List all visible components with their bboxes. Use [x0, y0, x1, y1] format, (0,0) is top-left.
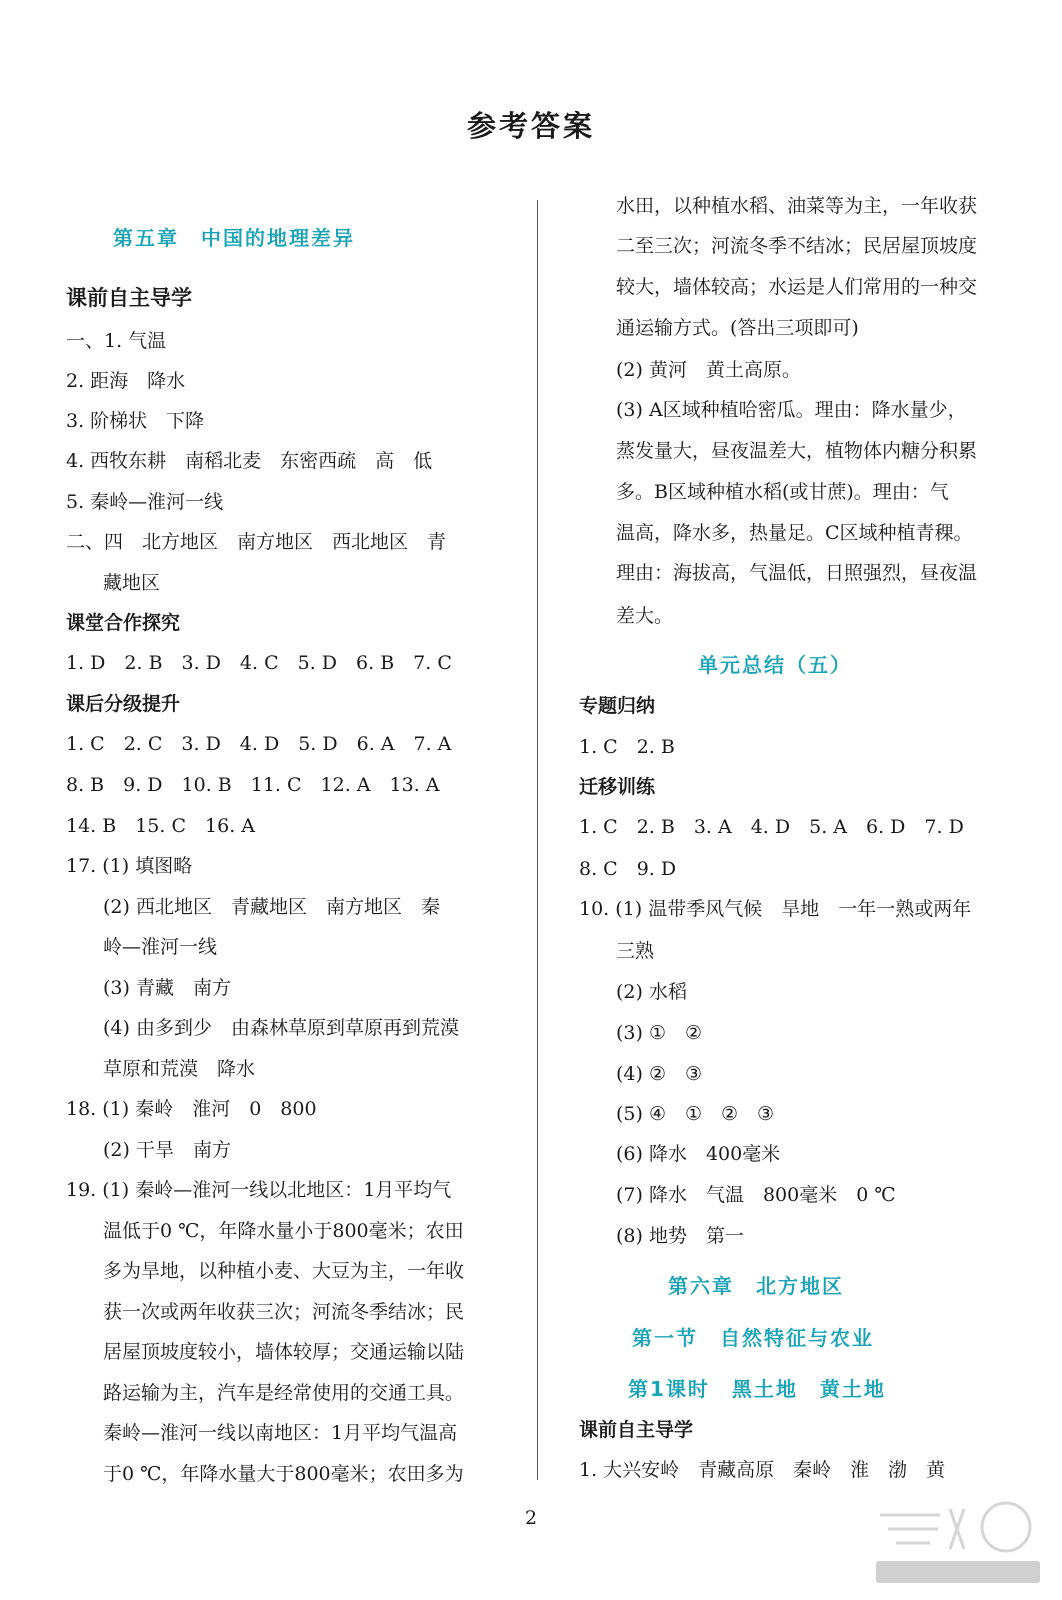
answer-line: (4) 由多到少 由森林草原到草原再到荒漠: [103, 1017, 459, 1039]
page-title: 参考答案: [466, 109, 595, 143]
answer-line: (3) ① ②: [616, 1022, 703, 1044]
answer-line: 于0 ℃，年降水量大于800毫米；农田多为: [103, 1463, 464, 1485]
answer-line: (2) 黄河 黄土高原。: [616, 359, 801, 381]
section-heading: 课后分级提升: [66, 693, 181, 715]
section-heading: 课前自主导学: [579, 1419, 694, 1441]
answer-line: 18. (1) 秦岭 淮河 0 800: [66, 1098, 317, 1120]
answer-line: 5. 秦岭—淮河一线: [66, 491, 224, 513]
answer-line: 17. (1) 填图略: [66, 855, 193, 877]
answer-line: 获一次或两年收获三次；河流冬季结冰；民: [103, 1301, 465, 1323]
answer-line: (2) 干旱 南方: [103, 1139, 231, 1161]
answer-line: (2) 西北地区 青藏地区 南方地区 秦: [103, 896, 440, 918]
answer-line: 较大，墙体较高；水运是人们常用的一种交: [616, 276, 978, 298]
answer-line: 19. (1) 秦岭—淮河一线以北地区：1月平均气: [66, 1179, 452, 1201]
answer-line: (7) 降水 气温 800毫米 0 ℃: [616, 1184, 896, 1206]
answer-line: (6) 降水 400毫米: [616, 1143, 781, 1165]
answer-line: 8. C 9. D: [579, 858, 677, 880]
answer-line: 1. C 2. B: [579, 736, 675, 758]
answer-line: 居屋顶坡度较小，墙体较厚；交通运输以陆: [103, 1341, 465, 1363]
answer-line: 岭—淮河一线: [103, 936, 218, 958]
answer-line: 温高，降水多，热量足。C区域种植青稞。: [616, 522, 973, 544]
answer-line: 1. D 2. B 3. D 4. C 5. D 6. B 7. C: [66, 652, 452, 674]
answer-line: 二、四 北方地区 南方地区 西北地区 青: [66, 531, 447, 553]
answer-line: 一、1. 气温: [66, 330, 167, 352]
answer-line: 1. C 2. C 3. D 4. D 5. D 6. A 7. A: [66, 733, 452, 755]
answer-line: (4) ② ③: [616, 1063, 703, 1085]
answer-line: 二至三次；河流冬季不结冰；民居屋顶坡度: [616, 235, 978, 257]
page-number: 2: [524, 1507, 538, 1529]
answer-line: 多为旱地，以种植小麦、大豆为主，一年收: [103, 1260, 465, 1282]
answer-line: (5) ④ ① ② ③: [616, 1103, 775, 1125]
answer-line: 理由：海拔高，气温低，日照强烈，昼夜温: [616, 562, 978, 584]
section-heading: 课前自主导学: [66, 286, 192, 310]
answer-line: 1. C 2. B 3. A 4. D 5. A 6. D 7. D: [579, 816, 964, 838]
watermark-logo-icon: [868, 1497, 1048, 1589]
answer-line: 2. 距海 降水: [66, 370, 186, 392]
answer-line: 3. 阶梯状 下降: [66, 410, 205, 432]
column-divider: [537, 200, 538, 1480]
chapter-heading: 第五章 中国的地理差异: [113, 226, 355, 250]
answer-line: 8. B 9. D 10. B 11. C 12. A 13. A: [66, 774, 440, 796]
answer-line: 4. 西牧东耕 南稻北麦 东密西疏 高 低: [66, 450, 433, 472]
section-heading: 专题归纳: [579, 695, 656, 717]
answer-line: (8) 地势 第一: [616, 1225, 744, 1247]
answer-line: 水田，以种植水稻、油菜等为主，一年收获: [616, 195, 978, 217]
answer-line: (2) 水稻: [616, 981, 687, 1003]
section-heading: 课堂合作探究: [66, 612, 181, 634]
answer-line: 草原和荒漠 降水: [103, 1058, 256, 1080]
unit-summary-heading: 单元总结（五）: [698, 653, 852, 677]
answer-line: (3) 青藏 南方: [103, 977, 231, 999]
answer-line: 多。B区域种植水稻(或甘蔗)。理由：气: [616, 481, 949, 503]
answer-line: 蒸发量大，昼夜温差大，植物体内糖分积累: [616, 440, 978, 462]
answer-line: 10. (1) 温带季风气候 旱地 一年一熟或两年: [579, 898, 972, 920]
answer-line: 秦岭—淮河一线以南地区：1月平均气温高: [103, 1422, 458, 1444]
answer-line: 藏地区: [103, 572, 161, 594]
chapter-heading: 第六章 北方地区: [668, 1274, 844, 1298]
answer-line: 1. 大兴安岭 青藏高原 秦岭 淮 渤 黄: [579, 1459, 946, 1481]
answer-line: 路运输为主，汽车是经常使用的交通工具。: [103, 1382, 465, 1404]
lesson-title: 第1课时 黑土地 黄土地: [628, 1377, 886, 1401]
answer-line: (3) A区域种植哈密瓜。理由：降水量少，: [616, 399, 967, 421]
answer-line: 差大。: [616, 605, 674, 627]
answer-line: 通运输方式。(答出三项即可): [616, 317, 859, 339]
answer-line: 三熟: [616, 940, 655, 962]
answer-line: 温低于0 ℃，年降水量小于800毫米；农田: [103, 1220, 464, 1242]
answer-line: 14. B 15. C 16. A: [66, 815, 255, 837]
section-title: 第一节 自然特征与农业: [632, 1326, 874, 1350]
section-heading: 迁移训练: [579, 776, 656, 798]
